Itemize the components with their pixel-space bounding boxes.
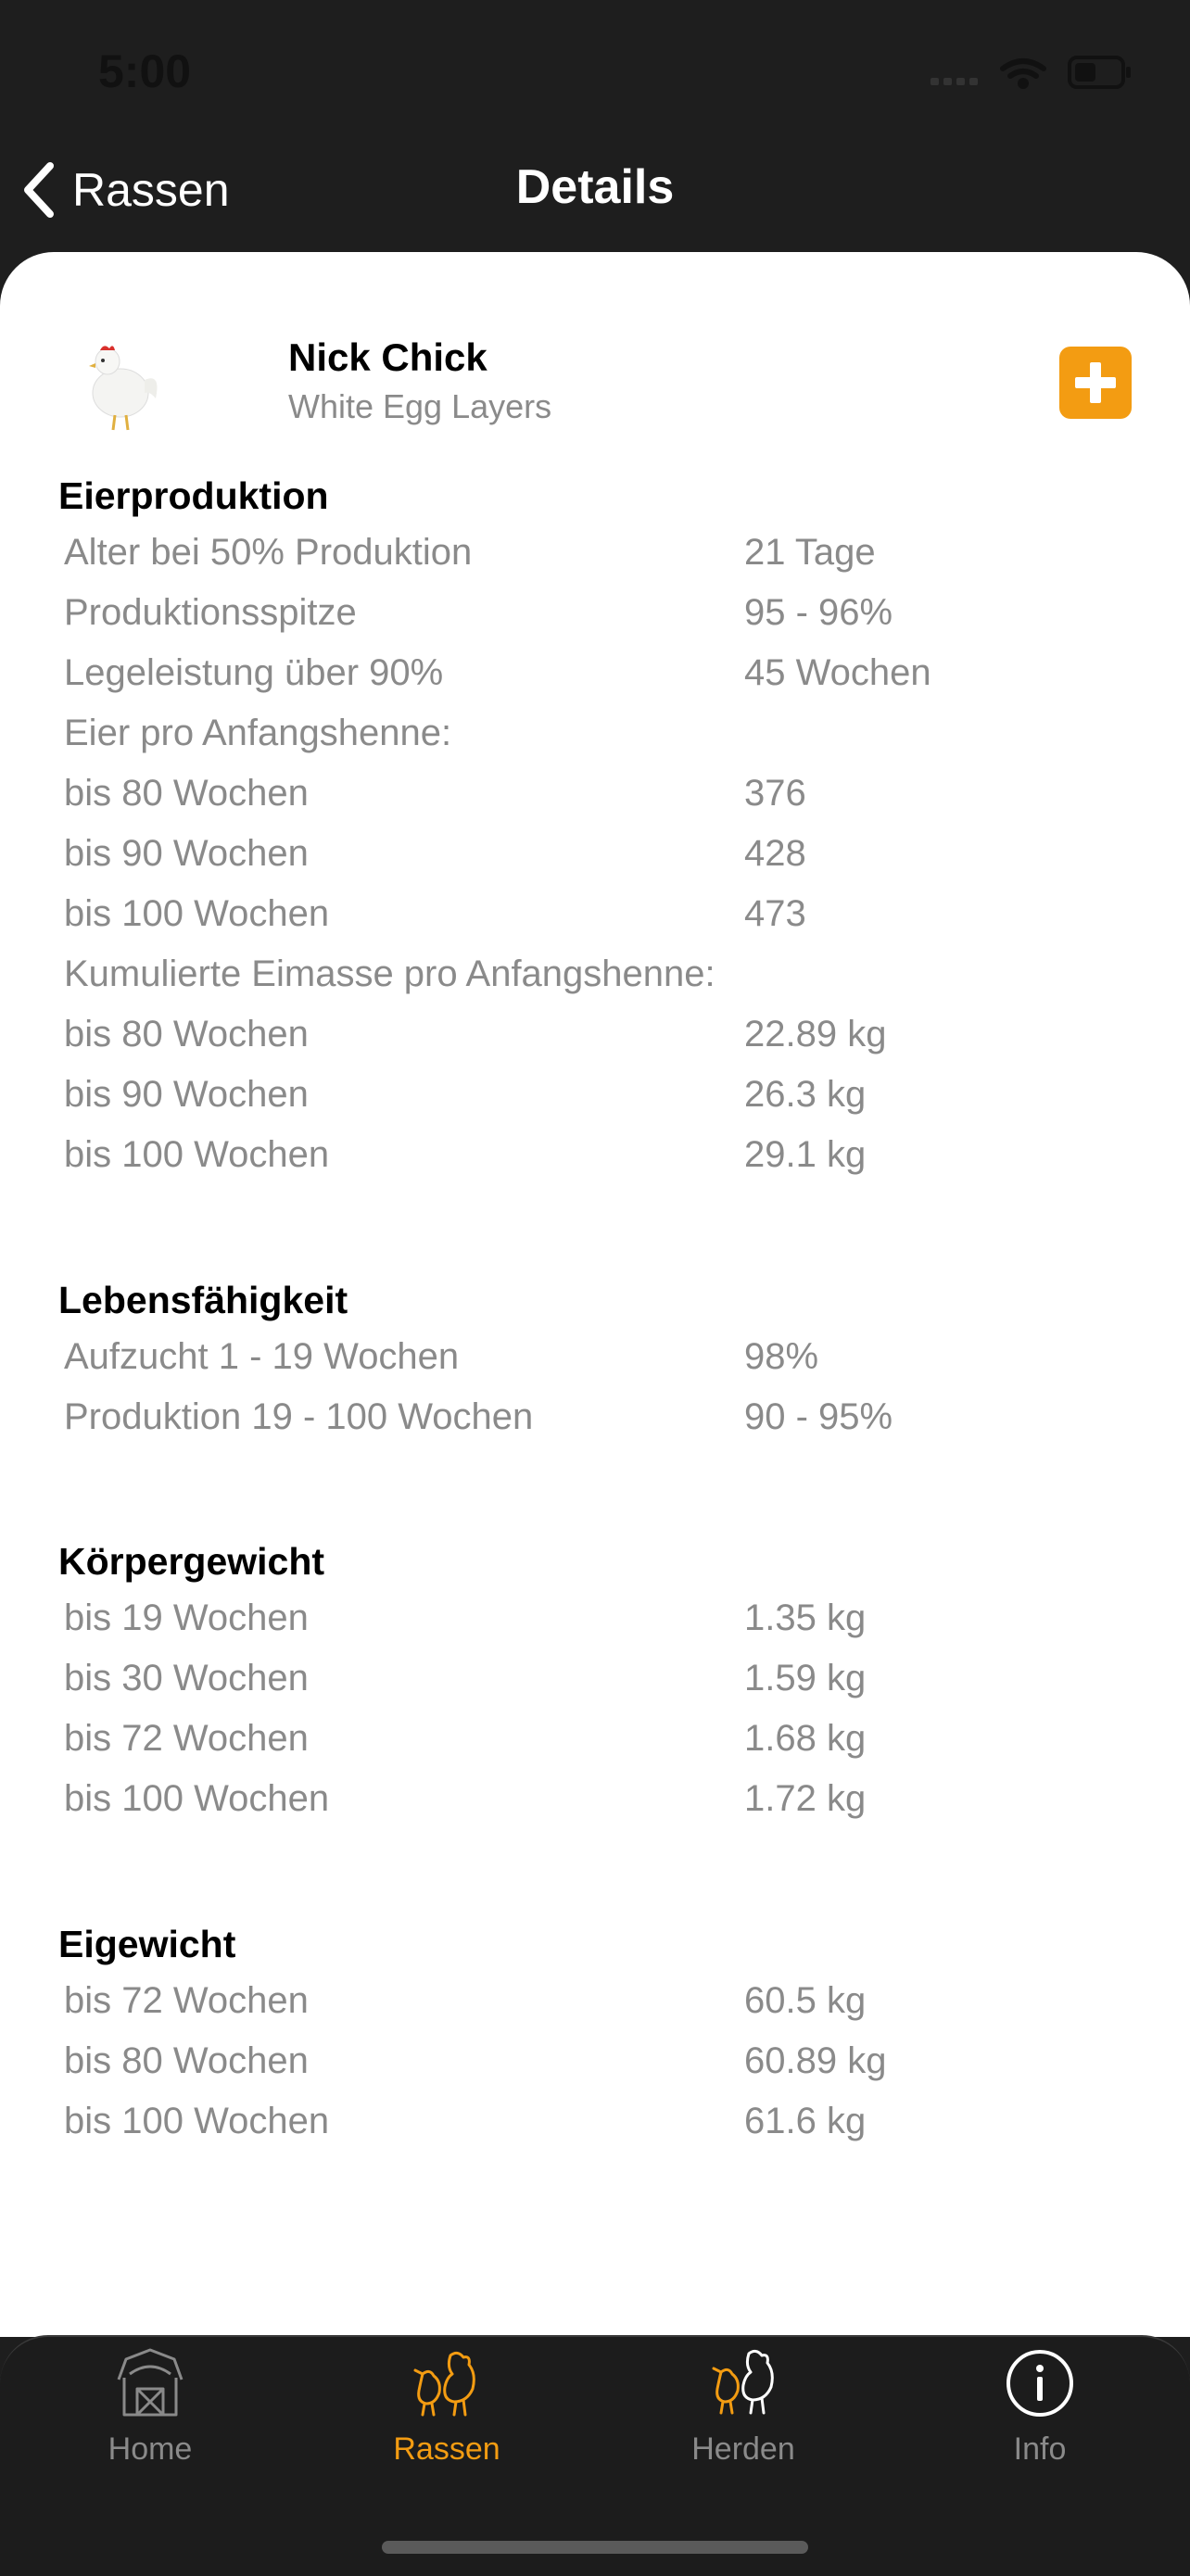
home-indicator (382, 2541, 808, 2554)
row-label: bis 100 Wochen (64, 1134, 330, 1175)
row-value: 376 (744, 773, 806, 814)
row-label: Aufzucht 1 - 19 Wochen (64, 1336, 460, 1377)
row-label: Produktionsspitze (64, 592, 357, 633)
details-content (0, 252, 1190, 2337)
list-item (0, 652, 1190, 713)
breed-name: Nick Chick (288, 335, 487, 379)
row-label: bis 80 Wochen (64, 1014, 309, 1054)
section-title: Eierproduktion (58, 474, 329, 517)
row-label: bis 90 Wochen (64, 833, 309, 874)
list-item (0, 1778, 1190, 1838)
barn-icon (113, 2346, 187, 2420)
tab-breeds[interactable] (345, 2337, 549, 2513)
cellular-signal-icon (930, 78, 978, 85)
status-bar (0, 0, 1190, 139)
list-item (0, 1980, 1190, 2040)
navigation-bar (0, 139, 1190, 255)
status-time: 5:00 (98, 45, 192, 97)
row-label: Produktion 19 - 100 Wochen (64, 1396, 534, 1437)
list-item (0, 1597, 1190, 1658)
row-label: bis 100 Wochen (64, 893, 330, 934)
chicken-image (72, 326, 165, 437)
list-item (0, 1074, 1190, 1134)
list-item (0, 773, 1190, 833)
list-item (0, 1718, 1190, 1778)
row-value: 90 - 95% (744, 1396, 893, 1437)
tab-label: Info (1013, 2431, 1067, 2467)
tab-info[interactable] (938, 2337, 1142, 2513)
row-value: 1.72 kg (744, 1778, 867, 1819)
info-icon (1003, 2346, 1077, 2420)
tab-label: Herden (691, 2431, 795, 2467)
row-label: Alter bei 50% Produktion (64, 532, 473, 573)
row-value: 473 (744, 893, 806, 934)
row-label: bis 72 Wochen (64, 1980, 309, 2021)
row-value: 98% (744, 1336, 819, 1377)
row-label: Kumulierte Eimasse pro Anfangshenne: (64, 953, 715, 994)
row-value: 45 Wochen (744, 652, 931, 693)
tab-label: Rassen (393, 2431, 500, 2467)
list-item (0, 1658, 1190, 1718)
tab-label: Home (108, 2431, 193, 2467)
row-value: 60.89 kg (744, 2040, 887, 2081)
row-label: bis 30 Wochen (64, 1658, 309, 1698)
status-icons (930, 52, 1134, 93)
row-value: 428 (744, 833, 806, 874)
row-value: 61.6 kg (744, 2101, 867, 2141)
tab-flocks[interactable] (641, 2337, 845, 2513)
row-value: 26.3 kg (744, 1074, 867, 1115)
row-label: bis 90 Wochen (64, 1074, 309, 1115)
list-item (0, 2101, 1190, 2161)
tab-home[interactable] (48, 2337, 252, 2513)
row-value: 1.35 kg (744, 1597, 867, 1638)
back-label: Rassen (72, 164, 230, 216)
row-label: Legeleistung über 90% (64, 652, 444, 693)
battery-icon (1070, 57, 1131, 87)
chickens-icon (410, 2346, 484, 2420)
list-item (0, 953, 1190, 1014)
page-title: Details (515, 160, 675, 214)
row-value: 29.1 kg (744, 1134, 867, 1175)
row-label: bis 100 Wochen (64, 2101, 330, 2141)
row-value: 1.68 kg (744, 1718, 867, 1759)
list-item (0, 2040, 1190, 2101)
row-value: 1.59 kg (744, 1658, 867, 1698)
row-label: bis 80 Wochen (64, 773, 309, 814)
list-item (0, 713, 1190, 773)
breed-header (0, 252, 1190, 456)
list-item (0, 833, 1190, 893)
row-value: 21 Tage (744, 532, 876, 573)
list-item (0, 1134, 1190, 1194)
list-item (0, 893, 1190, 953)
row-label: Eier pro Anfangshenne: (64, 713, 452, 753)
row-value: 95 - 96% (744, 592, 893, 633)
list-item (0, 1336, 1190, 1396)
add-button[interactable] (1059, 347, 1132, 419)
wifi-icon (1003, 61, 1044, 86)
list-item (0, 592, 1190, 652)
list-item (0, 1396, 1190, 1457)
row-value: 60.5 kg (744, 1980, 867, 2021)
tab-bar (0, 2335, 1190, 2576)
row-label: bis 72 Wochen (64, 1718, 309, 1759)
row-label: bis 100 Wochen (64, 1778, 330, 1819)
row-label: bis 19 Wochen (64, 1597, 309, 1638)
flock-icon (706, 2346, 780, 2420)
section-title: Eigewicht (58, 1923, 236, 1965)
row-value: 22.89 kg (744, 1014, 887, 1054)
section-title: Körpergewicht (58, 1540, 325, 1583)
list-item (0, 1014, 1190, 1074)
row-label: bis 80 Wochen (64, 2040, 309, 2081)
section-title: Lebensfähigkeit (58, 1279, 348, 1321)
breed-category: White Egg Layers (288, 387, 552, 425)
list-item (0, 532, 1190, 592)
